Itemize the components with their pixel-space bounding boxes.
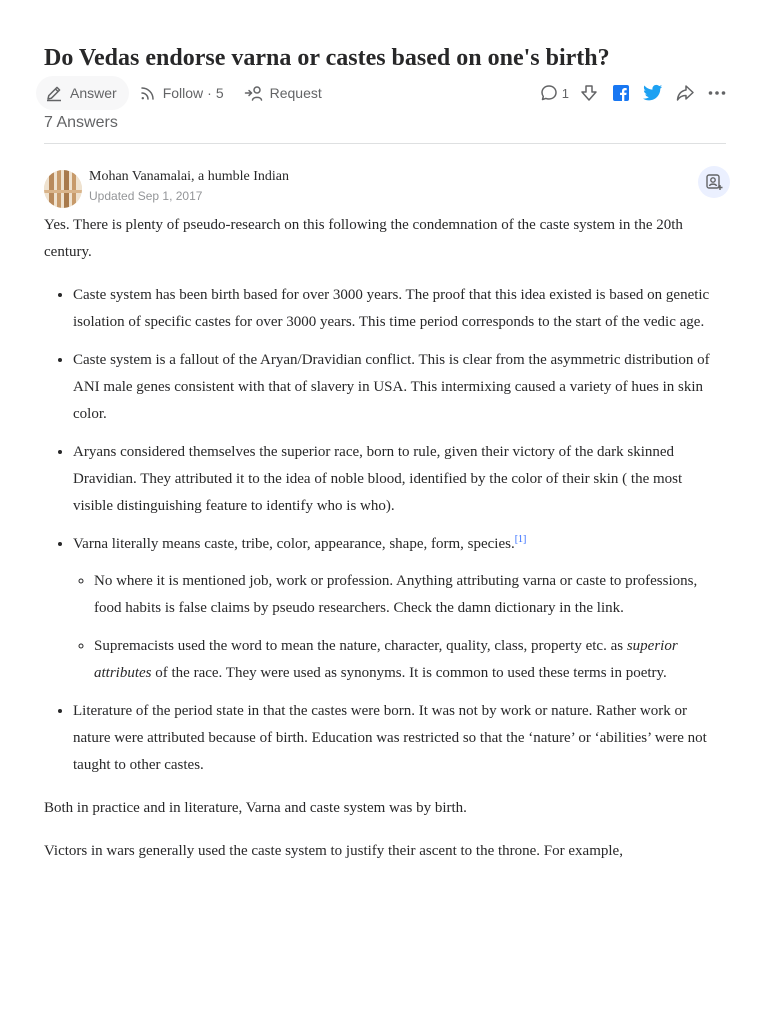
- answers-count: 7 Answers: [44, 114, 118, 131]
- author-name[interactable]: Mohan Vanamalai: [89, 169, 191, 184]
- rss-icon: [139, 84, 157, 102]
- follow-count: · 5: [203, 85, 223, 101]
- pencil-icon: [44, 83, 64, 103]
- answer-label: Answer: [70, 85, 117, 101]
- answer-sub-list: [73, 568, 720, 687]
- request-button[interactable]: [234, 76, 332, 110]
- downvote-icon: [579, 83, 599, 103]
- author-line: [89, 169, 289, 185]
- list-item: • Caste system has been birth based for over 3000 years. The proof that this idea existed is based on genetic isolation of specific castes for over 3000 years. This time period corresponds to the start of the vedic age.: [73, 282, 720, 336]
- more-options-button[interactable]: [702, 78, 732, 108]
- follow-button[interactable]: [129, 76, 234, 110]
- comment-button[interactable]: [537, 78, 572, 108]
- question-title[interactable]: Do Vedas endorse varna or castes based on one's birth?: [44, 45, 610, 71]
- profile-add-icon: [705, 173, 723, 191]
- facebook-share-button[interactable]: [606, 78, 636, 108]
- question-action-bar: [36, 76, 732, 110]
- request-label: Request: [269, 85, 322, 101]
- footnote-link[interactable]: [1]: [514, 534, 527, 545]
- share-button[interactable]: [670, 78, 700, 108]
- twitter-share-button[interactable]: [638, 78, 668, 108]
- question-secondary-actions: [537, 78, 732, 108]
- sub-list-item: ◦ No where it is mentioned job, work or profession. Anything attributing varna or caste to professions, food habits is false claims by pseudo researchers. Check the damn dictionary in the link.: [94, 568, 720, 622]
- author-credential: , a humble Indian: [191, 169, 289, 184]
- more-icon: [707, 83, 727, 103]
- sub-list-text: Supremacists used the word to mean the nature, character, quality, class, property etc. as: [94, 638, 627, 654]
- sub-list-emphasis: superior attributes: [94, 638, 678, 681]
- facebook-icon: [612, 84, 630, 102]
- follow-label: Follow: [162, 85, 204, 101]
- list-item-text: Varna literally means caste, tribe, color, appearance, shape, form, species.: [73, 536, 515, 552]
- list-item: • Literature of the period state in that the castes were born. It was not by work or nature. Rather work or nature were attributed because of birth. Education was restricted so that the ‘nature’ or ‘abilities’ were not taught to other castes.: [73, 698, 720, 779]
- answer-body: [44, 212, 720, 881]
- sub-list-item: [94, 633, 720, 687]
- header-divider: [44, 143, 726, 144]
- comment-icon: [540, 84, 558, 102]
- downvote-button[interactable]: [574, 78, 604, 108]
- profile-add-button[interactable]: [698, 166, 730, 198]
- list-item: [73, 531, 720, 687]
- list-item: • Aryans considered themselves the superior race, born to rule, given their victory of the dark skinned Dravidian. They attributed it to the idea of noble blood, identified by the color of their skin ( the most visible distinguishing feature to identify who is who).: [73, 439, 720, 520]
- comment-count: 1: [561, 85, 569, 101]
- answer-intro: Yes. There is plenty of pseudo-research on this following the condemnation of the caste system in the 20th century.: [44, 217, 683, 260]
- twitter-icon: [643, 84, 663, 102]
- answer-bullet-list: [44, 282, 720, 779]
- avatar[interactable]: [44, 170, 82, 208]
- answer-paragraph: Victors in wars generally used the caste system to justify their ascent to the throne. For example,: [44, 843, 623, 859]
- list-item: • Caste system is a fallout of the Aryan/Dravidian conflict. This is clear from the asymmetric distribution of ANI male genes consistent with that of slavery in USA. This intermixing caused a variety of hues in skin color.: [73, 347, 720, 428]
- avatar-image: [44, 170, 82, 208]
- answer-date[interactable]: Updated Sep 1, 2017: [89, 189, 203, 203]
- answer-button[interactable]: [36, 76, 129, 110]
- sub-list-text: of the race. They were used as synonyms. It is common to used these terms in poetry.: [151, 665, 667, 681]
- answer-paragraph: Both in practice and in literature, Varna and caste system was by birth.: [44, 800, 467, 816]
- request-person-icon: [244, 84, 264, 102]
- share-icon: [675, 83, 695, 103]
